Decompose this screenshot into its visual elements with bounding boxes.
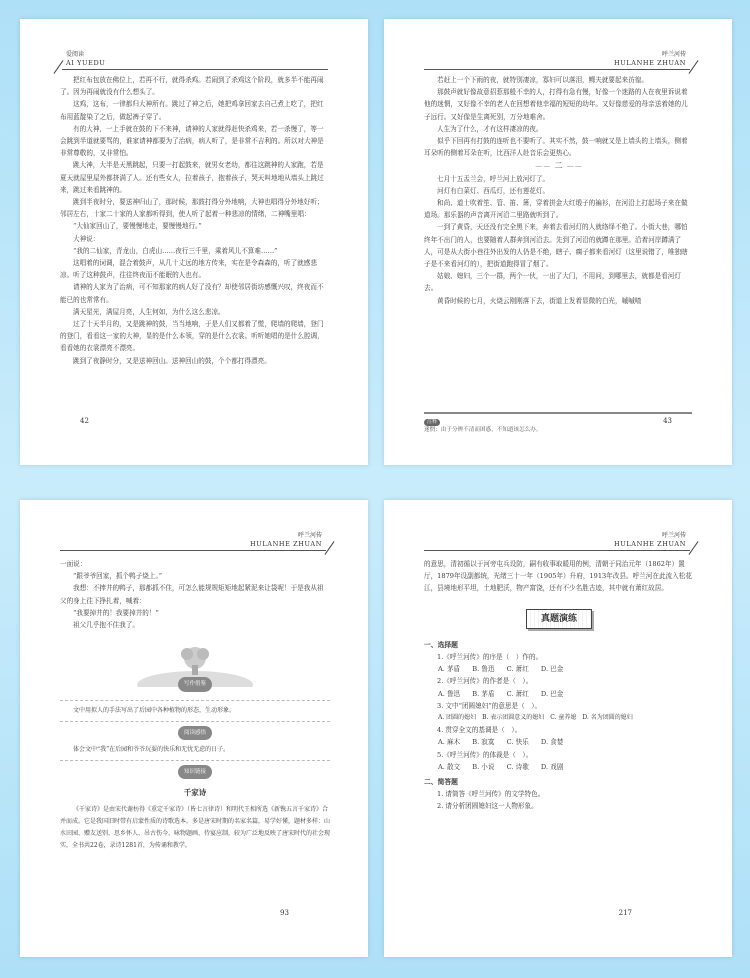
section-divider: —— 二 —— bbox=[535, 160, 583, 171]
paragraph: “跟爷爷回家，抓个鸭子烧上。” bbox=[73, 572, 163, 581]
paragraph: 七月十五盂兰会，呼兰河上放河灯了。 bbox=[437, 174, 550, 183]
book-page-93 bbox=[20, 500, 368, 957]
section-title-choice: 一、选择题 bbox=[424, 640, 458, 649]
option: D. 巴金 bbox=[540, 665, 564, 674]
paragraph: 跳到了夜静时分，又是送神回山。送神回山的鼓，个个都打得漂亮。 bbox=[73, 356, 271, 365]
option: C. 诗歌 bbox=[506, 762, 529, 771]
option: B. 鲁迅 bbox=[472, 665, 495, 674]
question-options bbox=[424, 736, 694, 748]
paragraph: 有的大神，一上手就在鼓的下不来神，请神的人家就得赶快杀鸡来，若一杀慢了，等一会跳到半道就要骂的，谁家请神都要为了治病，病人听了，是非常不吉利的。所以对大神是非常尊敬的，又非常怕。 bbox=[60, 124, 324, 158]
reading-note: 体会文中“我”在后园和爷爷玩耍的快乐和无忧无虑的日子。 bbox=[73, 746, 230, 754]
option: A. 鲁迅 bbox=[438, 689, 461, 698]
page-header bbox=[66, 51, 105, 67]
header-rule bbox=[60, 550, 326, 551]
paragraph: “我的二仙家，青龙山，白虎山……夜行三千里，乘着风儿不算难……” bbox=[73, 246, 278, 255]
section-title-short-answer: 二、简答题 bbox=[424, 778, 458, 787]
dashed-divider bbox=[60, 721, 330, 722]
short-answer-question: 2. 请分析团圆媳妇这一人物形象。 bbox=[437, 802, 538, 811]
option: A. 团圆的媳妇 bbox=[438, 714, 477, 722]
dashed-divider bbox=[60, 760, 330, 761]
header-slash-decoration bbox=[689, 541, 699, 555]
page-header bbox=[614, 51, 686, 67]
header-title-en: HULANHE ZHUAN bbox=[250, 540, 322, 548]
option: A. 散文 bbox=[438, 762, 461, 771]
paragraph: 过了十天半月的，又是跳神的鼓，当当地响，于是人们又都着了慌，爬墙的爬墙，登门的登门，看看这一家的大神，显的是什么本领，穿的是什么衣裳。听听她唱的是什么腔调，看看她的衣裳漂亮不漂亮。 bbox=[60, 320, 324, 353]
page-number: 43 bbox=[663, 417, 672, 425]
header-rule bbox=[62, 69, 328, 70]
section-numeral: 二 bbox=[554, 160, 564, 171]
dashed-divider bbox=[60, 700, 330, 701]
writing-note: 文中用拟人的手法写出了后园中各种植物的形态，生动形象。 bbox=[73, 706, 236, 714]
option: C. 快乐 bbox=[506, 738, 529, 747]
footnote-rule bbox=[424, 412, 692, 414]
section-tag-writing: 写作借鉴 bbox=[178, 677, 212, 691]
question-options bbox=[424, 663, 694, 675]
section-tag-reading: 阅读感悟 bbox=[178, 726, 212, 740]
paragraph: 一到了黄昏，天还没有完全黑下来，奔着去看河灯的人就络绎不绝了。小街大巷，哪怕终年不出门的人，也要随着人群奔到河沿去。先到了河沿的就蹲在那里。沿着河岸蹲满了人，可是从大街小巷往外出发的人仍是不绝，瞎子、瘸子都来看河灯（这里说错了，唯独瞎子是不来看河灯的），把街道跑得冒了烟了。 bbox=[424, 223, 688, 269]
header-rule bbox=[424, 69, 690, 70]
header-rule bbox=[424, 550, 690, 551]
question-options bbox=[424, 712, 694, 724]
question-options bbox=[424, 761, 694, 773]
intro-paragraph: 的意思，清初循以于河旁屯兵设防，嗣有收事取暖用的例，清朝于同治元年（1862年）置厅，1879年设副都统，光绪三十一年（1905年）升府，1913年改县。呼兰河在此流入松花江，县境地形平坦，土地肥沃，物产富饶，还有不少名胜古迹，其中就有萧红故居。 bbox=[424, 560, 692, 593]
book-page-217 bbox=[384, 500, 732, 957]
page-header bbox=[614, 532, 686, 548]
paragraph: 河灯有白菜灯、西瓜灯，还有莲花灯。 bbox=[437, 186, 550, 195]
page-body bbox=[60, 558, 330, 852]
option: D. 巴金 bbox=[540, 689, 564, 698]
paragraph: 把红布包放在佛位上，若再不行，就得杀鸡。若闹到了杀鸡这个阶段，就多半不能再闹了。因为再闹就没有什么想头了。 bbox=[60, 76, 324, 97]
header-title-cn: 爱阅读 bbox=[66, 51, 85, 58]
book-page-43 bbox=[384, 19, 732, 465]
paragraph: 若赶上一个下雨的夜，就特别凄凉，寡妇可以落泪，鳏夫就要起来彷徨。 bbox=[437, 76, 648, 84]
short-answer-question: 1. 请简答《呼兰河传》的文学特色。 bbox=[437, 790, 545, 799]
header-slash-decoration bbox=[54, 60, 64, 74]
paragraph: 姑娘、媳妇，三个一群，两个一伙，一出了大门，不用问，到哪里去，就都是看河灯去。 bbox=[424, 272, 681, 293]
option: D. 名为团圆的媳妇 bbox=[582, 714, 633, 722]
question: 2.《呼兰河传》的作者是（ ）。 bbox=[437, 677, 533, 686]
page-body bbox=[424, 74, 694, 307]
option: B. 寂寞 bbox=[472, 738, 495, 747]
question-options bbox=[424, 688, 694, 700]
paragraph: 似乎下回再有打鼓的连听也不要听了。其实不然，鼓一响就又是上墙头的上墙头，侧着耳朵听的侧着耳朵在听，比西洋人赴音乐会更热心。 bbox=[424, 137, 688, 158]
paragraph: 跳大神，大半是天黑跳起，只要一打起鼓来，就男女老幼，都往这跳神的人家跑，若是夏天就屋里屋外都挤满了人。还有些女人，拉着孩子，抱着孩子，哭天叫地地从墙头上跳过来，跳过来看跳神的。 bbox=[60, 161, 324, 194]
page-number: 93 bbox=[280, 909, 289, 917]
option: B. 小说 bbox=[472, 762, 495, 771]
option: D. 食婪 bbox=[540, 738, 564, 747]
paragraph: 跳到半夜时分，要送神归山了，那时候，那鼓打得分外地响，大神也唱得分外地好听；邻居左右，十家二十家的人家都听得到，使人听了起着一种悲凉的情绪，二神嘴里唱： bbox=[60, 198, 324, 219]
header-title-en: HULANHE ZHUAN bbox=[614, 540, 686, 548]
option: A. 麻木 bbox=[438, 738, 461, 747]
paragraph: 大神说： bbox=[73, 234, 100, 243]
header-title-cn: 呼兰河传 bbox=[297, 532, 322, 539]
option: C. 萧红 bbox=[506, 665, 529, 674]
paragraph: 人生为了什么，才有这样凄凉的夜。 bbox=[437, 124, 543, 133]
header-title-en: HULANHE ZHUAN bbox=[614, 59, 686, 67]
poem-description: 《千家诗》是由宋代谢枋得《重定千家诗》（皆七言律诗）和明代王相所选《新镌五言千家诗》合并而成。它是我国旧时带有启蒙性质的诗歌选本。多是唐宋时期的名家名篇，易学好懂，题材多样：山水田园、赠友送别、思乡怀人、吊古伤今、咏物题画、侍宴应制，较为广泛地反映了唐宋时代的社会现实，全书共22卷，录诗1281首，为传诵和教学。 bbox=[60, 805, 331, 849]
option: C. 童养媳 bbox=[550, 714, 577, 722]
question: 3. 文中“团圆媳妇”的意思是（ ）。 bbox=[437, 701, 542, 710]
question: 1.《呼兰河传》的序是（ ）作的。 bbox=[437, 653, 543, 662]
option: A. 茅盾 bbox=[438, 665, 461, 674]
header-slash-decoration bbox=[325, 541, 335, 555]
option: D. 戏剧 bbox=[540, 762, 564, 771]
page-header bbox=[250, 532, 322, 548]
footnote bbox=[424, 418, 692, 434]
option: B. 表示团圆意义的媳妇 bbox=[482, 714, 545, 722]
paragraph: 请神的人家为了治病，可不知那家的病人好了没有？却使邻居街坊感慨兴叹，终夜而不能已的也常常有。 bbox=[60, 283, 324, 304]
option: B. 茅盾 bbox=[472, 689, 495, 698]
footnote-badge: 注释 bbox=[424, 419, 440, 426]
book-page-42 bbox=[20, 19, 368, 465]
page-number: 217 bbox=[618, 909, 632, 917]
paragraph: 我想：不捧井的鸭子，那都抓不住，可怎么能规规矩矩地起紧泥来让袋呢！于是我从祖父的身上往下挣扎着，喊着： bbox=[60, 584, 324, 605]
page-body bbox=[60, 74, 330, 367]
paragraph: “大仙家回山了，要慢慢地走，要慢慢地行。” bbox=[73, 222, 202, 231]
question: 4. 贯穿全文的基调是（ ）。 bbox=[437, 726, 522, 735]
page-body bbox=[424, 558, 694, 813]
poem-title: 千家诗 bbox=[183, 788, 207, 798]
paragraph: 那鼓声就好像故意招惹那般不幸的人，打得有急有慢，好像一个迷路的人在夜里诉说着他的迷惘，又好像不幸的老人在回想着他幸福的短短的幼年。又好像慈爱的母亲送着她的儿子远行。又好像是生离死别，万分地难舍。 bbox=[424, 88, 688, 121]
header-title-en: AI YUEDU bbox=[66, 59, 106, 67]
paragraph: 这鸡，这布，一律都归大神所有。跳过了神之后，她把鸡拿回家去自己煮上吃了，把红布用蓝靛染了之后，做起裤子穿了。 bbox=[60, 100, 324, 121]
paragraph: 一面说： bbox=[60, 560, 87, 568]
paragraph: 黄昏时候的七月，火烧云刚刚落下去，街道上发着显微的白光，嘁嘁喳 bbox=[437, 296, 642, 305]
paragraph: 和尚、道士吹着笙、管、笛、箫，穿着拼金大红缎子的褊衫，在河沿上打起场子来在做道场。那乐器的声音离开河沿二里路就听到了。 bbox=[424, 199, 688, 220]
question: 5.《呼兰河传》的体裁是（ ）。 bbox=[437, 750, 533, 759]
exercise-title: 真题演练 bbox=[526, 609, 592, 629]
page-number: 42 bbox=[80, 417, 89, 425]
paragraph: 这唱着的词调，混合着鼓声，从几十丈远的地方传来，实在是令森森的，听了就感悲凉。听了这种鼓声，往往终夜而不能眠的人也有。 bbox=[60, 259, 317, 280]
option: C. 萧红 bbox=[506, 689, 529, 698]
header-slash-decoration bbox=[689, 60, 699, 74]
header-title-cn: 呼兰河传 bbox=[661, 51, 686, 58]
paragraph: 祖父几乎抱不住我了。 bbox=[73, 621, 139, 630]
paragraph: “我要掉井的！我要掉井的！” bbox=[73, 608, 159, 617]
paragraph: 满天星光，满屋月亮，人生何如，为什么这么悲凉。 bbox=[73, 307, 225, 316]
section-tag-knowledge: 知识链接 bbox=[178, 765, 212, 779]
footnote-text: 迷惘：由于分辨不清而困惑，不知道该怎么办。 bbox=[424, 427, 542, 433]
header-title-cn: 呼兰河传 bbox=[661, 532, 686, 539]
